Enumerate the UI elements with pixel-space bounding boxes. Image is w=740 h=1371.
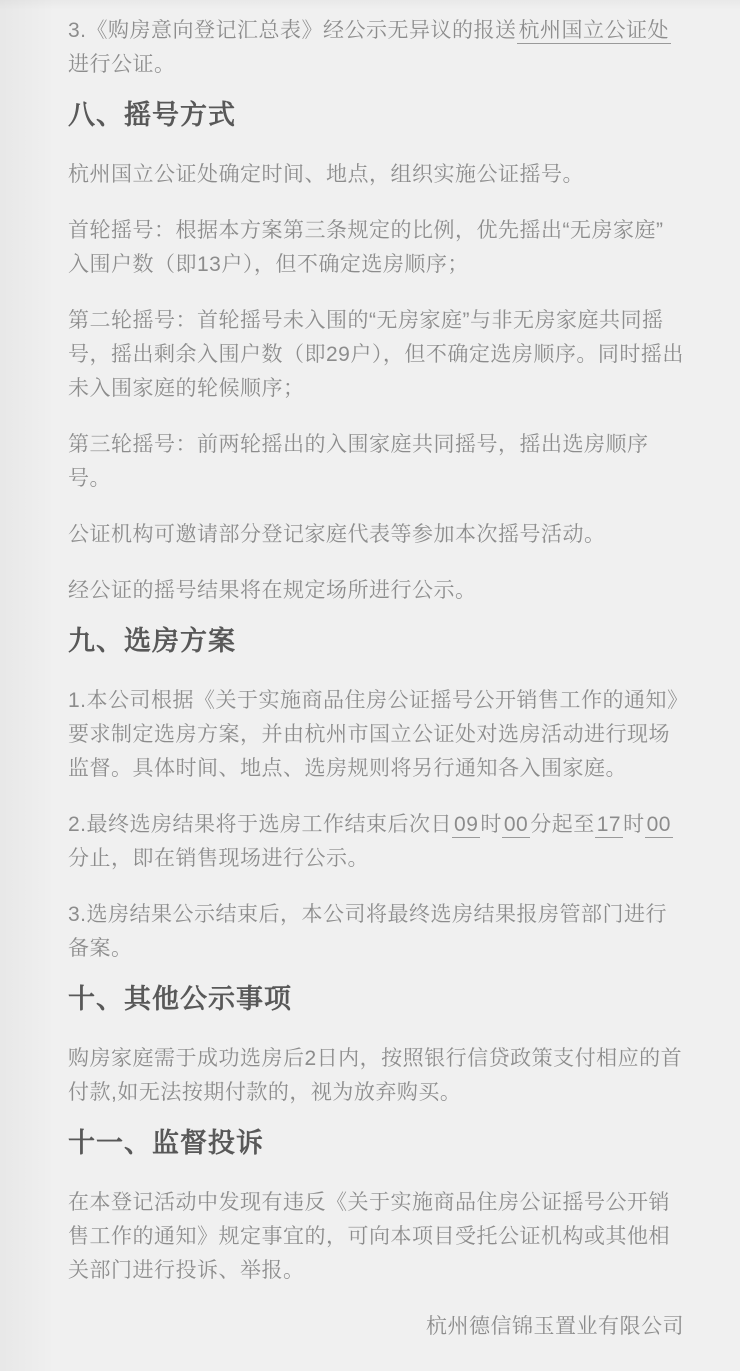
text-run: 时: [480, 813, 502, 836]
text-run: 第二轮摇号：首轮摇号未入围的“无房家庭”与非无房家庭共同摇号，摇出剩余入围户数（即29户），但不确定选房顺序。同时摇出未入围家庭的轮候顺序；: [68, 309, 684, 400]
underlined-text: 09: [454, 813, 479, 836]
underlined-text: 00: [646, 813, 671, 836]
section-heading: 九、选房方案: [68, 626, 236, 656]
paragraph: [68, 158, 684, 192]
underlined-text: 00: [503, 813, 529, 836]
text-run: 杭州国立公证处确定时间、地点，组织实施公证摇号。: [68, 163, 584, 186]
paragraph: [68, 1186, 684, 1288]
underlined-text: 杭州国立公证处: [518, 19, 670, 42]
underlined-text: 17: [596, 813, 622, 836]
section-heading: 八、摇号方式: [68, 100, 236, 130]
text-run: 分起至: [530, 813, 595, 836]
paragraph: [68, 214, 684, 282]
company-signature: 杭州德信锦玉置业有限公司: [426, 1315, 684, 1338]
paragraph: [68, 808, 684, 876]
text-run: 时: [623, 813, 645, 836]
text-run: 首轮摇号：根据本方案第三条规定的比例，优先摇出“无房家庭”入围户数（即13户），但不确定选房顺序；: [68, 219, 664, 276]
paragraph: [68, 684, 684, 786]
text-run: 3.《购房意向登记汇总表》经公示无异议的报送: [68, 19, 517, 42]
paragraph: [68, 574, 684, 608]
paragraph: [68, 1042, 684, 1110]
text-run: 2.最终选房结果将于选房工作结束后次日: [68, 813, 453, 836]
text-run: 经公证的摇号结果将在规定场所进行公示。: [68, 579, 477, 602]
text-run: 进行公证。: [68, 53, 176, 76]
text-run: 在本登记活动中发现有违反《关于实施商品住房公证摇号公开销售工作的通知》规定事宜的，可向本项目受托公证机构或其他相关部门进行投诉、举报。: [68, 1191, 670, 1282]
text-run: 公证机构可邀请部分登记家庭代表等参加本次摇号活动。: [68, 523, 606, 546]
paragraph: [68, 518, 684, 552]
paragraph: [68, 14, 684, 82]
text-run: 购房家庭需于成功选房后2日内，按照银行信贷政策支付相应的首付款,如无法按期付款的，视为放弃购买。: [68, 1047, 683, 1104]
paragraph: [68, 898, 684, 966]
text-run: 分止，即在销售现场进行公示。: [68, 847, 369, 870]
paragraph: [68, 428, 684, 496]
text-run: 3.选房结果公示结束后，本公司将最终选房结果报房管部门进行备案。: [68, 903, 668, 960]
section-heading: 十一、监督投诉: [68, 1128, 264, 1158]
paragraph: [68, 304, 684, 406]
text-run: 第三轮摇号：前两轮摇出的入围家庭共同摇号，摇出选房顺序号。: [68, 433, 649, 490]
text-run: 1.本公司根据《关于实施商品住房公证摇号公开销售工作的通知》要求制定选房方案，并由杭州市国立公证处对选房活动进行现场监督。具体时间、地点、选房规则将另行通知各入围家庭。: [68, 689, 679, 780]
section-heading: 十、其他公示事项: [68, 984, 292, 1014]
